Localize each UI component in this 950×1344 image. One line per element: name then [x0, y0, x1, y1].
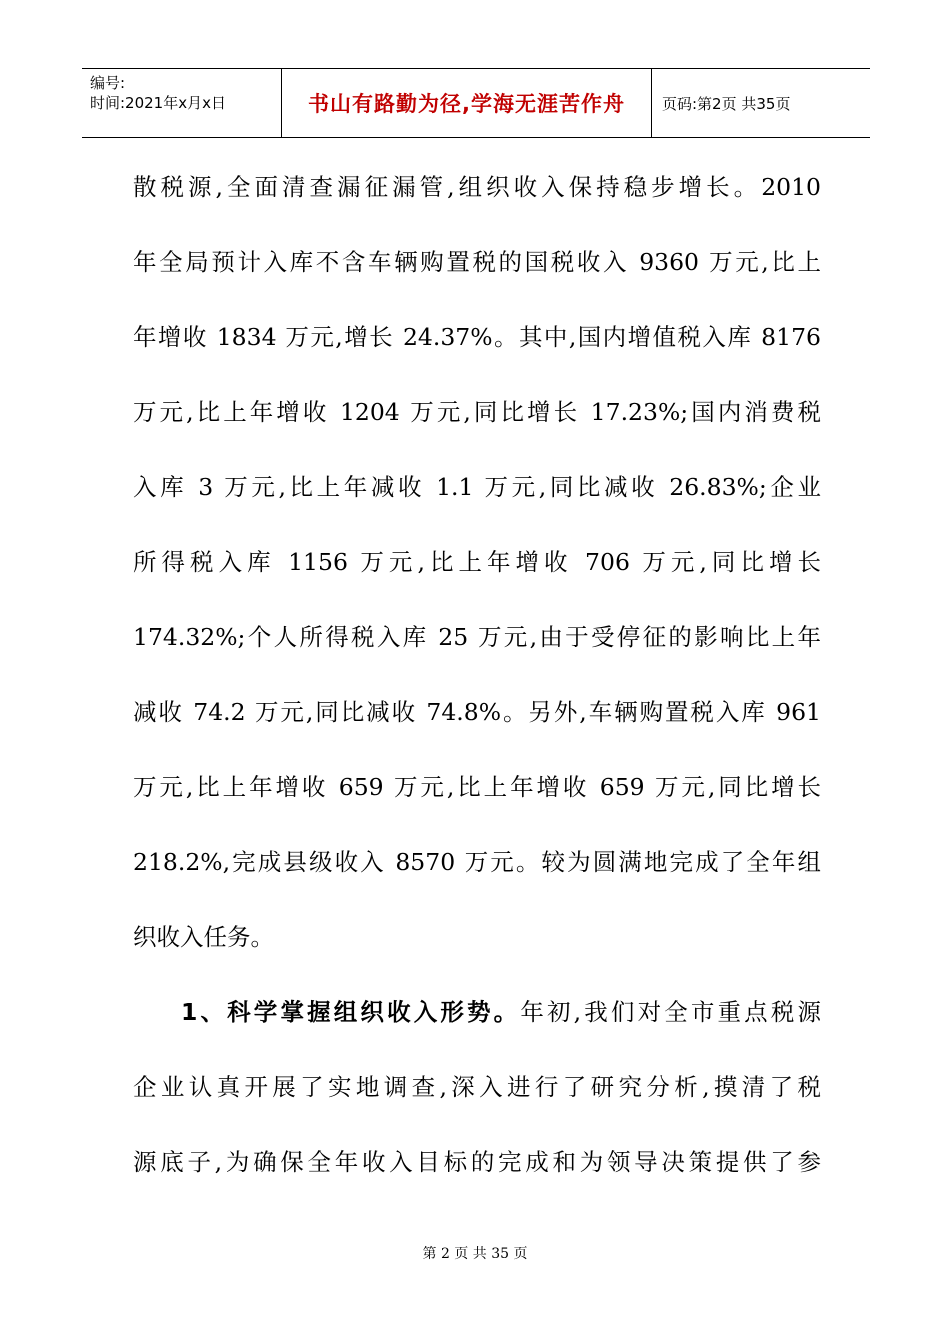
text-line: 年增收 1834 万元,增长 24.37%。其中,国内增值税入库 8176	[133, 323, 821, 351]
paragraph-heading-line	[133, 975, 821, 1050]
header-motto: 书山有路勤为径,学海无涯苦作舟	[308, 92, 625, 116]
footer-page-number: 第 2 页 共 35 页	[422, 1246, 528, 1262]
text-line: 散税源,全面清查漏征漏管,组织收入保持稳步增长。2010	[133, 173, 821, 201]
text-line: 年全局预计入库不含车辆购置税的国税收入 9360 万元,比上	[133, 248, 821, 276]
page-info-text: 页码:第2页 共35页	[662, 94, 791, 113]
text-line: 减收 74.2 万元,同比减收 74.8%。另外,车辆购置税入库 961	[133, 698, 821, 726]
number-label: 编号:	[90, 74, 126, 92]
text-line: 织收入任务。	[133, 923, 274, 951]
text-line: 174.32%;个人所得税入库 25 万元,由于受停征的影响比上年	[133, 623, 821, 651]
header-page-info	[652, 69, 870, 137]
page-header	[82, 68, 870, 138]
document-body	[133, 150, 821, 1200]
text-line: 万元,比上年增收 659 万元,比上年增收 659 万元,同比增长	[133, 773, 821, 801]
page-footer	[0, 1243, 950, 1263]
text-line: 所得税入库 1156 万元,比上年增收 706 万元,同比增长	[133, 548, 821, 576]
header-motto-cell	[282, 69, 652, 137]
text-line: 218.2%,完成县级收入 8570 万元。较为圆满地完成了全年组	[133, 848, 821, 876]
section-heading: 1、科学掌握组织收入形势。	[181, 998, 521, 1026]
time-label: 时间:2021年x月x日	[90, 94, 226, 112]
text-line: 入库 3 万元,比上年减收 1.1 万元,同比减收 26.83%;企业	[133, 473, 821, 501]
text-line: 源底子,为确保全年收入目标的完成和为领导决策提供了参	[133, 1148, 821, 1176]
text-line: 企业认真开展了实地调查,深入进行了研究分析,摸清了税	[133, 1073, 821, 1101]
heading-line-rest: 年初,我们对全市重点税源	[520, 998, 821, 1026]
text-line: 万元,比上年增收 1204 万元,同比增长 17.23%;国内消费税	[133, 398, 821, 426]
header-meta	[82, 69, 282, 137]
